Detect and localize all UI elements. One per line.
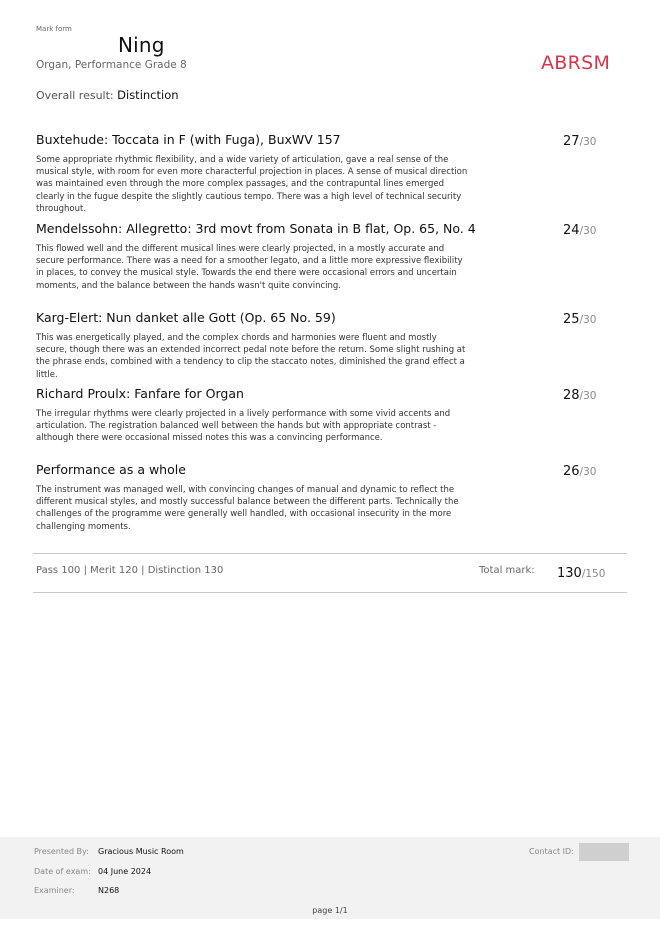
total-mark xyxy=(557,566,605,581)
section-title: Mendelssohn: Allegretto: 3rd movt from Sonata in B flat, Op. 65, No. 4 xyxy=(36,221,476,236)
section-comment: Some appropriate rhythmic flexibility, and a wide variety of articulation, gave a real sense of the musical style, with room for even more characterful projection in places. A sense of musical direction was maintained even through the more complex passages, and the contrapuntal lines emerged clearly in the fugue despite the slightly cautious tempo. There was a high level of technical security throughout. xyxy=(36,155,468,214)
section-comment: This was energetically played, and the complex chords and harmonies were fluent and mostly secure, though there was an extended incorrect pedal note before the return. Some slight rushing at the phrase ends, combined with a tendency to clip the staccato notes, diminished the grand effect a little. xyxy=(36,333,466,380)
summary-divider-bottom xyxy=(33,592,627,593)
score-value: 25 xyxy=(563,312,580,327)
overall-result xyxy=(36,88,179,102)
score-max: /30 xyxy=(579,466,597,478)
score-value: 28 xyxy=(563,388,580,403)
section-title: Buxtehude: Toccata in F (with Fuga), BuxWV 157 xyxy=(36,132,341,147)
exam-date-label: Date of exam: xyxy=(34,867,91,876)
abrsm-logo: ABRSM xyxy=(541,52,611,74)
total-mark-label: Total mark: xyxy=(479,565,535,576)
presented-by-value: Gracious Music Room xyxy=(98,847,184,856)
section-comment: The irregular rhythms were clearly projected in a lively performance with some vivid accents and articulation. The registration balanced well between the hands but with appropriate contrast - although there were occasional missed notes this was a convincing performance. xyxy=(36,409,451,444)
score-value: 27 xyxy=(563,134,580,149)
presented-by-label: Presented By: xyxy=(34,847,89,856)
summary-divider-top xyxy=(33,553,627,554)
section-score xyxy=(563,312,596,327)
exam-date-value: 04 June 2024 xyxy=(98,867,152,876)
footer xyxy=(0,837,660,919)
score-max: /30 xyxy=(579,136,597,148)
section-score xyxy=(563,388,596,403)
mark-form-label: Mark form xyxy=(36,25,72,33)
score-value: 26 xyxy=(563,464,580,479)
score-max: /30 xyxy=(579,225,597,237)
examiner-value: N268 xyxy=(98,886,120,895)
score-max: /30 xyxy=(579,314,597,326)
section-score xyxy=(563,464,596,479)
overall-result-value: Distinction xyxy=(117,88,179,102)
section-title: Performance as a whole xyxy=(36,462,186,477)
contact-id-label: Contact ID: xyxy=(529,847,574,856)
score-value: 24 xyxy=(563,223,580,238)
section-title: Richard Proulx: Fanfare for Organ xyxy=(36,386,244,401)
exam-subtitle: Organ, Performance Grade 8 xyxy=(36,59,187,71)
grade-thresholds: Pass 100 | Merit 120 | Distinction 130 xyxy=(36,565,224,576)
section-title: Karg-Elert: Nun danket alle Gott (Op. 65 No. 59) xyxy=(36,310,336,325)
section-score xyxy=(563,134,596,149)
section-comment: The instrument was managed well, with convincing changes of manual and dynamic to reflect the different musical styles, and mostly successful balance between the different parts. Technically the challenges of the programme were generally well handled, with occasional insecurity in the more challenging moments. xyxy=(36,485,459,532)
section-score xyxy=(563,223,596,238)
score-max: /30 xyxy=(579,390,597,402)
section-comment: This flowed well and the different musical lines were clearly projected, in a mostly accurate and secure performance. There was a need for a smoother legato, and a little more expressive flexibility in places, to convey the musical style. Towards the end there were occasional errors and uncertain moments, and the balance between the hands wasn't quite convincing. xyxy=(36,244,463,291)
candidate-name: Ning xyxy=(118,33,165,57)
total-mark-value: 130 xyxy=(557,566,582,581)
overall-result-label: Overall result: xyxy=(36,89,114,102)
total-mark-max: /150 xyxy=(581,568,606,580)
examiner-label: Examiner: xyxy=(34,886,75,895)
contact-id-redacted xyxy=(579,843,629,861)
page-number: page 1/1 xyxy=(312,906,348,915)
